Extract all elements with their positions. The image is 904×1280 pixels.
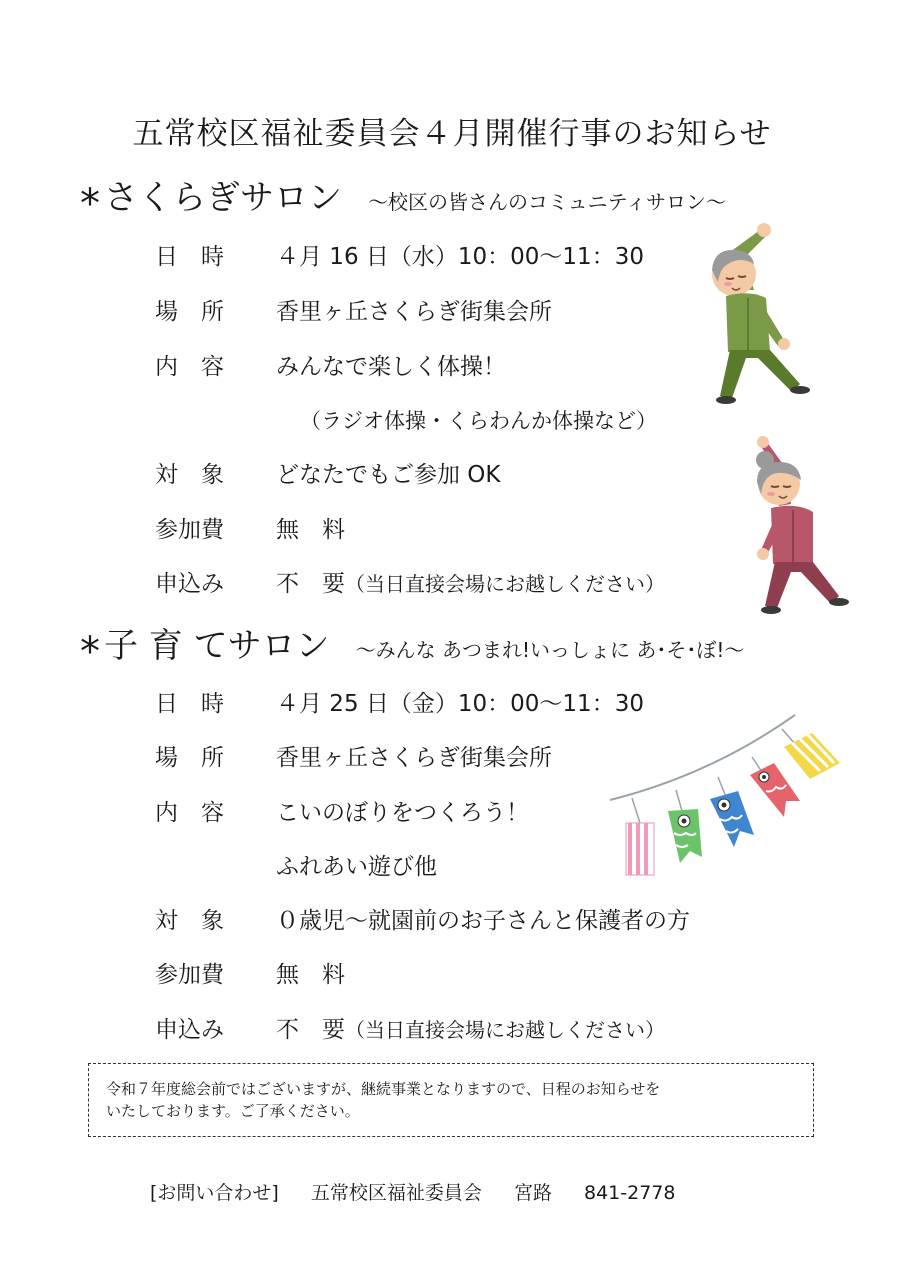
section-subtitle: ～みんな あつまれ!いっしょに あ･そ･ぼ!～	[355, 638, 745, 662]
exercising-grandma-illustration	[735, 434, 855, 619]
section-heading-kosodate-salon	[80, 618, 744, 675]
row-value-text: 不 要	[276, 1017, 345, 1043]
row-value: 無 料	[276, 517, 345, 543]
info-row-fee	[0, 955, 904, 995]
row-label: 内 容	[155, 354, 224, 380]
row-label: 申込み	[155, 571, 224, 597]
row-value: ４月 25 日（金）10：00～11：30	[276, 691, 644, 717]
contact-person: 宮路	[513, 1182, 552, 1204]
row-value: みんなで楽しく体操！	[276, 354, 506, 380]
section-name: さくらぎサロン	[104, 178, 342, 218]
section-subtitle: ～校区の皆さんのコミュニティサロン～	[368, 190, 726, 214]
row-value: 香里ヶ丘さくらぎ街集会所	[276, 745, 552, 771]
row-label: 日 時	[155, 244, 224, 270]
row-value	[276, 1010, 665, 1050]
notice-line: いたしております。ご了承ください。	[106, 1102, 360, 1120]
row-value: ０歳児～就園前のお子さんと保護者の方	[276, 908, 690, 934]
row-label: 内 容	[155, 800, 224, 826]
contact-organization: 五常校区福祉委員会	[310, 1182, 482, 1204]
row-value: ４月 16 日（水）10：00～11：30	[276, 244, 644, 270]
page-title: 五常校区福祉委員会４月開催行事のお知らせ	[132, 116, 772, 152]
asterisk-marker: *	[80, 629, 100, 675]
row-label: 申込み	[155, 1017, 224, 1043]
row-value: 香里ヶ丘さくらぎ街集会所	[276, 299, 552, 325]
row-label: 参加費	[155, 517, 224, 543]
info-row-target	[0, 901, 904, 941]
row-label: 場 所	[155, 299, 224, 325]
section-name: 子 育 てサロン	[104, 626, 330, 666]
row-value	[276, 564, 665, 604]
row-note: （当日直接会場にお越しください）	[345, 572, 665, 596]
exercising-grandpa-illustration	[700, 212, 820, 407]
contact-label: [お問い合わせ]	[150, 1182, 279, 1204]
row-value: こいのぼりをつくろう！	[276, 800, 529, 826]
info-row-application	[0, 1010, 904, 1050]
notice-box	[88, 1063, 814, 1137]
row-value-text: 不 要	[276, 571, 345, 597]
row-label: 対 象	[155, 462, 224, 488]
row-label: 対 象	[155, 908, 224, 934]
row-value: どなたでもご参加 OK	[276, 462, 501, 488]
row-value: 無 料	[276, 962, 345, 988]
row-label: 参加費	[155, 962, 224, 988]
contact-footer	[150, 1178, 701, 1205]
notice-line: 令和７年度総会前ではございますが、継続事業となりますので、日程のお知らせを	[106, 1080, 661, 1098]
row-label: 場 所	[155, 745, 224, 771]
section-heading-sakuragi-salon	[80, 170, 726, 227]
row-note: （当日直接会場にお越しください）	[345, 1018, 665, 1042]
row-label: 日 時	[155, 691, 224, 717]
row-value: （ラジオ体操・くらわんか体操など）	[300, 409, 657, 433]
contact-phone: 841-2778	[584, 1182, 676, 1204]
asterisk-marker: *	[80, 181, 100, 227]
row-value: ふれあい遊び他	[276, 854, 437, 880]
koinobori-bunting-illustration	[600, 705, 850, 890]
